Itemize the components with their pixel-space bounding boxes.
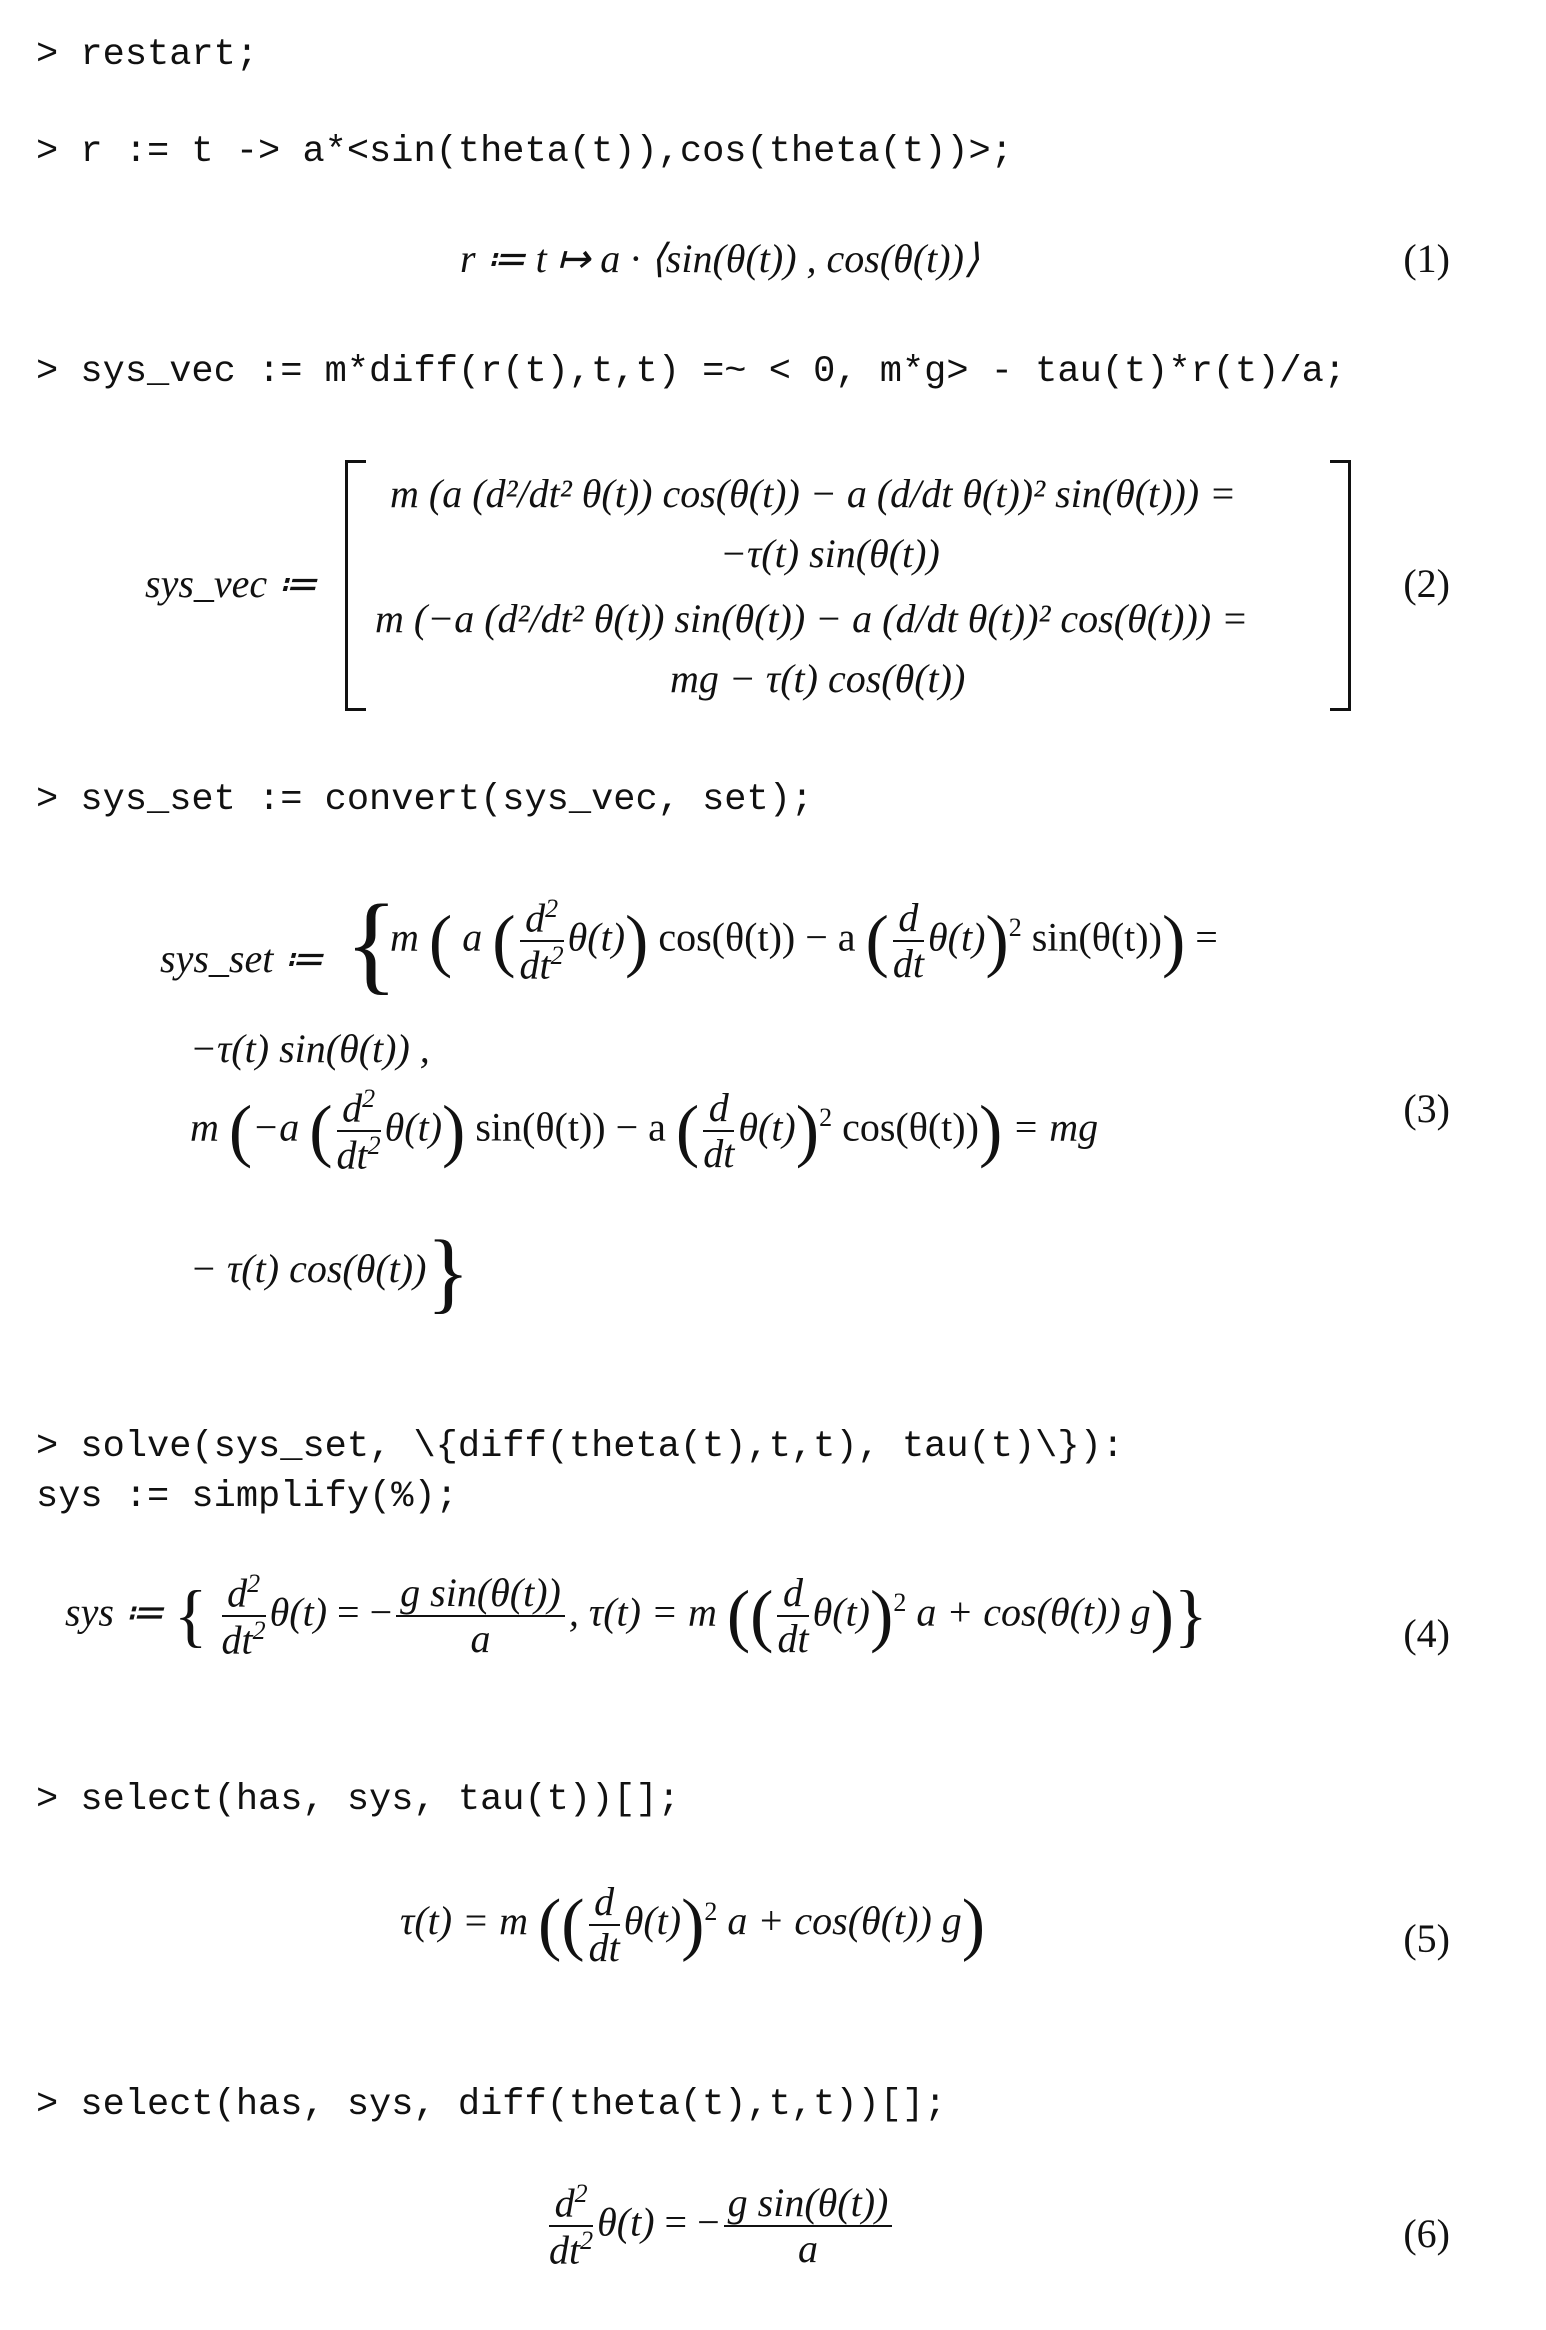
sys-set-line3: m (−a ( $\frac{d^2}{dt^2}$ θ(t)) sin(θ(t)) − a ( $\frac{d}{dt}$ θ(t))$^2$ cos(θ(t))) = mg [190, 1084, 1099, 1178]
set-open-brace: { [345, 882, 398, 1004]
command-select-theta[interactable]: > select(has, sys, diff(theta(t),t,t))[]; [36, 2084, 947, 2126]
sys-vec-row2-rhs: mg − τ(t) cos(θ(t)) [670, 656, 966, 701]
command-simplify[interactable]: sys := simplify(%); [36, 1476, 458, 1518]
output-tau: τ(t) = m (( $\frac{d}{dt}$ θ(t))$^2$ a + cos(θ(t)) g) [400, 1879, 986, 1970]
matrix-left-bracket [345, 460, 366, 711]
output-sys-vec-name: sys_vec ≔ [145, 561, 318, 606]
tau-rest: a + cos(θ(t)) g [727, 1898, 962, 1944]
sys-set-line3-end: cos(θ(t)) [842, 1104, 979, 1150]
matrix-right-bracket [1330, 460, 1351, 711]
sys-set-line3-rhs: = mg [1012, 1104, 1099, 1150]
command-solve[interactable]: > solve(sys_set, \{diff(theta(t),t,t), tau(t)\}): [36, 1426, 1124, 1468]
command-sys-vec[interactable]: > sys_vec := m*diff(r(t),t,t) =~ < 0, m*g> - tau(t)*r(t)/a; [36, 351, 1347, 393]
sys-vec-row1: m (a (d²/dt² θ(t)) cos(θ(t)) − a (d/dt θ(t))² sin(θ(t))) = [390, 471, 1237, 516]
theta-fraction-numerator: g sin(θ(t)) [724, 2181, 893, 2227]
equation-label-3: (3) [1403, 1086, 1450, 1131]
output-sys: sys ≔ { $\frac{d^2}{dt^2}$ θ(t) = − $\frac{\text{g sin(θ(t))}}{a}$ , τ(t) = m (( $\frac{d}{dt}$ θ(t))$^2$ a + cos(θ(t)) g)} [65, 1569, 1208, 1663]
output-r: r ≔ t ↦ a · ⟨sin(θ(t)) , cos(θ(t))⟩ [460, 236, 980, 281]
sys-vec-row1-rhs: −τ(t) sin(θ(t)) [720, 531, 940, 576]
equation-label-1: (1) [1403, 236, 1450, 281]
sys-tau-rest: a + cos(θ(t)) g [916, 1589, 1151, 1635]
sys-set-line4 [190, 1222, 470, 1322]
sys-set-line1-end: sin(θ(t)) [1031, 914, 1162, 960]
sys-vec-row2: m (−a (d²/dt² θ(t)) sin(θ(t)) − a (d/dt θ(t))² cos(θ(t))) = [375, 596, 1249, 641]
equation-label-2: (2) [1403, 561, 1450, 606]
output-theta-ddot: $\frac{d^2}{dt^2}$ θ(t) = − $\frac{\text{g sin(θ(t))}}{a}$ [545, 2180, 896, 2273]
sys-tau: , τ(t) = m [568, 1589, 717, 1635]
sys-set-line2: −τ(t) sin(θ(t)) , [190, 1026, 430, 1071]
command-sys-set[interactable]: > sys_set := convert(sys_vec, set); [36, 779, 814, 821]
sys-set-line1-middle: cos(θ(t)) − a [658, 914, 856, 960]
sys-fraction-denominator: a [470, 1616, 491, 1662]
equation-label-4: (4) [1403, 1611, 1450, 1656]
sys-set-line4-text: − τ(t) cos(θ(t)) [190, 1246, 427, 1291]
sys-name: sys ≔ [65, 1589, 164, 1635]
command-select-tau[interactable]: > select(has, sys, tau(t))[]; [36, 1779, 680, 1821]
equation-label-6: (6) [1403, 2211, 1450, 2256]
theta-fraction-denominator: a [798, 2226, 819, 2272]
output-sys-set-name: sys_set ≔ [160, 936, 324, 981]
tau-lhs: τ(t) = m [400, 1898, 528, 1944]
command-define-r[interactable]: > r := t -> a*<sin(theta(t)),cos(theta(t))>; [36, 131, 1013, 173]
sys-set-line1: m ( a ( $\frac{d^2}{dt^2}$ θ(t)) cos(θ(t)) − a ( $\frac{d}{dt}$ θ(t))$^2$ sin(θ(t))) = [390, 894, 1218, 988]
equation-label-5: (5) [1403, 1916, 1450, 1961]
set-close-brace: } [426, 1222, 470, 1322]
sys-set-line3-middle: sin(θ(t)) − a [475, 1104, 666, 1150]
command-restart[interactable]: > restart; [36, 34, 259, 76]
sys-fraction-numerator: g sin(θ(t)) [396, 1571, 565, 1617]
